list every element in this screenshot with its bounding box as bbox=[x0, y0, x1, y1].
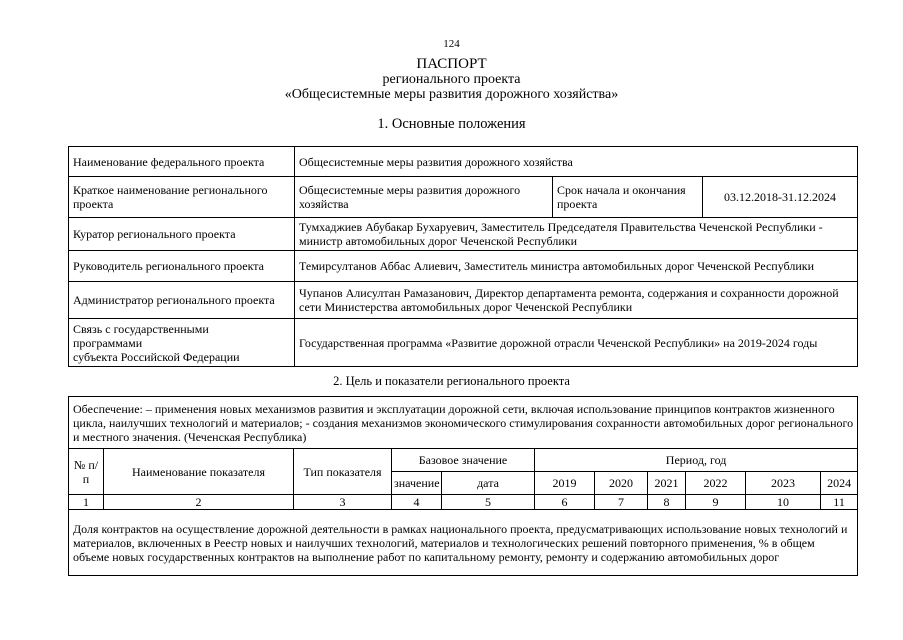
programs-value: Государственная программа «Развитие дорожной отрасли Чеченской Республики» на 2019-2024 годы bbox=[295, 319, 858, 367]
head-value: Темирсултанов Аббас Алиевич, Заместитель министра автомобильных дорог Чеченской Республики bbox=[295, 251, 858, 282]
section-2-heading: 2. Цель и показатели регионального проекта bbox=[333, 374, 570, 388]
column-number: 7 bbox=[595, 495, 648, 510]
curator-value: Тумхаджиев Абубакар Бухаруевич, Заместитель Председателя Правительства Чеченской Республики - министр автомобильных дорог Чеченской Республики bbox=[295, 218, 858, 251]
project-term-value: 03.12.2018-31.12.2024 bbox=[703, 177, 858, 218]
project-goal: Обеспечение: – применения новых механизмов развития и эксплуатации дорожной сети, включая использование принципов контрактов жизненного цикла, наилучших технологий и материалов; - создания механизмов экономического стимулирования сохранности автомобильных дорог регионального и местного значения. (Чеченская Республика) bbox=[69, 397, 858, 449]
col-header-base-value: значение bbox=[392, 472, 442, 495]
col-header-number: № п/п bbox=[69, 449, 104, 495]
title-line-3: «Общесистемные меры развития дорожного хозяйства» bbox=[284, 87, 619, 102]
federal-project-label: Наименование федерального проекта bbox=[69, 147, 295, 177]
table-row bbox=[69, 177, 858, 218]
indicator-description: Доля контрактов на осуществление дорожной деятельности в рамках национального проекта, предусматривающих использование новых технологий и материалов, включенных в Реестр новых и наилучших технологий, материалов и технологических решений повторного применения, % в общем объеме новых государственных контрактов на выполнение работ по капитальному ремонту, ремонту и содержанию автомобильных дорог bbox=[69, 510, 858, 576]
column-number: 3 bbox=[294, 495, 392, 510]
programs-label-line: программами bbox=[73, 335, 143, 350]
title-line-2: регионального проекта bbox=[382, 72, 521, 87]
section-1-heading: 1. Основные положения bbox=[377, 116, 526, 132]
title-line-1: ПАСПОРТ bbox=[416, 56, 487, 72]
table-row bbox=[69, 218, 858, 251]
column-numbers-row bbox=[69, 495, 858, 510]
col-header-year: 2023 bbox=[746, 472, 821, 495]
table-row bbox=[69, 147, 858, 177]
indicators-table bbox=[68, 396, 858, 576]
curator-label: Куратор регионального проекта bbox=[69, 218, 295, 251]
column-number: 1 bbox=[69, 495, 104, 510]
table-row bbox=[69, 282, 858, 319]
col-header-base-date: дата bbox=[442, 472, 535, 495]
col-header-period: Период, год bbox=[535, 449, 858, 472]
column-number: 8 bbox=[648, 495, 686, 510]
col-header-year: 2022 bbox=[686, 472, 746, 495]
column-number: 9 bbox=[686, 495, 746, 510]
col-header-year: 2021 bbox=[648, 472, 686, 495]
column-number: 5 bbox=[442, 495, 535, 510]
programs-label bbox=[69, 319, 295, 367]
short-name-value: Общесистемные меры развития дорожного хозяйства bbox=[295, 177, 553, 218]
head-label: Руководитель регионального проекта bbox=[69, 251, 295, 282]
table-row bbox=[69, 251, 858, 282]
programs-label-line: субъекта Российской Федерации bbox=[73, 349, 240, 364]
administrator-label: Администратор регионального проекта bbox=[69, 282, 295, 319]
column-number: 6 bbox=[535, 495, 595, 510]
column-number: 11 bbox=[821, 495, 858, 510]
column-number: 10 bbox=[746, 495, 821, 510]
column-number: 2 bbox=[104, 495, 294, 510]
project-term-label: Срок начала и окончания проекта bbox=[553, 177, 703, 218]
col-header-indicator-type: Тип показателя bbox=[294, 449, 392, 495]
administrator-value: Чупанов Алисултан Рамазанович, Директор департамента ремонта, содержания и сохранности дорожной сети Министерства автомобильных дорог Чеченской Республики bbox=[295, 282, 858, 319]
col-header-year: 2020 bbox=[595, 472, 648, 495]
document-title bbox=[0, 57, 903, 102]
table-row bbox=[69, 510, 858, 576]
table-row bbox=[69, 397, 858, 449]
col-header-year: 2019 bbox=[535, 472, 595, 495]
programs-label-line: Связь с государственными bbox=[73, 321, 209, 336]
column-number: 4 bbox=[392, 495, 442, 510]
col-header-base: Базовое значение bbox=[392, 449, 535, 472]
page-number: 124 bbox=[443, 38, 460, 50]
federal-project-value: Общесистемные меры развития дорожного хозяйства bbox=[295, 147, 858, 177]
col-header-indicator-name: Наименование показателя bbox=[104, 449, 294, 495]
main-provisions-table bbox=[68, 146, 858, 367]
table-header-row bbox=[69, 449, 858, 472]
table-row bbox=[69, 319, 858, 367]
short-name-label: Краткое наименование регионального проекта bbox=[69, 177, 295, 218]
col-header-year: 2024 bbox=[821, 472, 858, 495]
